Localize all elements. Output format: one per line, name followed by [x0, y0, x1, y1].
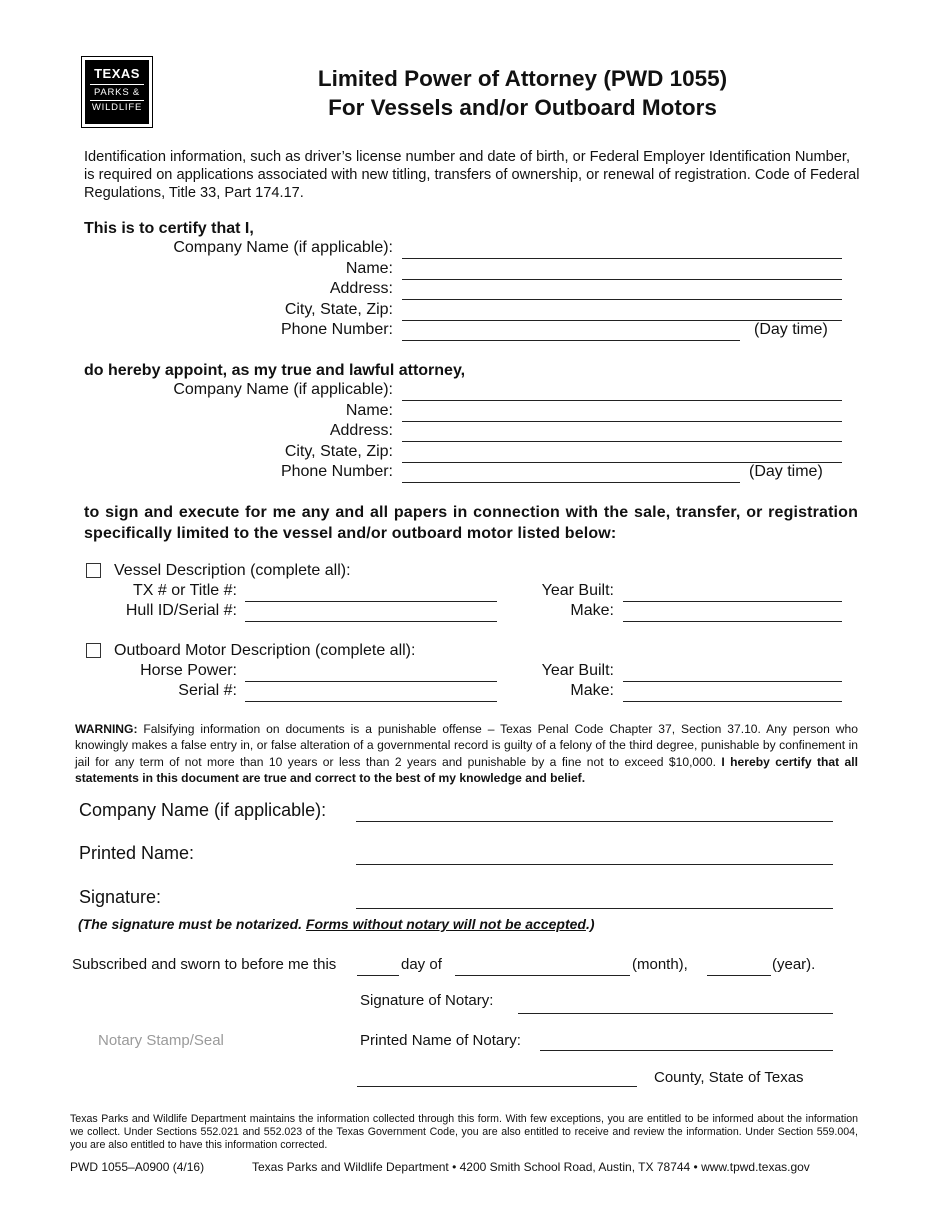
logo-text-texas: TEXAS — [94, 66, 140, 81]
sworn-year-line — [707, 975, 771, 976]
grantor-name-label: Name: — [345, 260, 393, 277]
vessel-hull-label: Hull ID/Serial #: — [125, 602, 237, 619]
form-subtitle: For Vessels and/or Outboard Motors — [328, 95, 717, 120]
grantor-company-input[interactable] — [402, 238, 842, 258]
sworn-day-line — [357, 975, 399, 976]
grantor-name-input[interactable] — [402, 259, 842, 279]
sworn-day-input[interactable] — [357, 955, 399, 975]
sworn-text: Subscribed and sworn to before me this — [72, 956, 337, 973]
motor-year-label: Year Built: — [541, 662, 614, 679]
printed-name-line — [356, 864, 833, 865]
grantor-heading: This is to certify that I, — [84, 220, 254, 237]
grantor-phone-label: Phone Number: — [280, 321, 393, 338]
grantor-address-input[interactable] — [402, 279, 842, 299]
sworn-month-input[interactable] — [455, 955, 630, 975]
department-address: Texas Parks and Wildlife Department • 4200 Smith School Road, Austin, TX 78744 • www.tpwd.texas.gov — [252, 1160, 810, 1174]
printed-name-input[interactable] — [356, 842, 833, 864]
grantor-phone-input[interactable] — [402, 320, 740, 340]
year-text: (year). — [772, 956, 816, 973]
attorney-heading: do hereby appoint, as my true and lawful attorney, — [84, 362, 466, 379]
signature-input[interactable] — [356, 886, 833, 908]
vessel-checkbox[interactable] — [86, 563, 101, 578]
motor-make-label: Make: — [570, 682, 614, 699]
attorney-daytime-note: (Day time) — [749, 463, 823, 480]
privacy-notice: Texas Parks and Wildlife Department maintains the information collected through this form. With few exceptions, you are entitled to be informed about the information we collect. Under Sections 552.021 and 552.023 of the Texas Government Code, you are also entitled to receive and review the information. Under Section 559.004, you are also entitled to have this information corrected. — [70, 1113, 858, 1151]
warning-text: Falsifying information on documents is a punishable offense – Texas Penal Code Chapter 37, Section 37.10. Any person who knowingly makes a false entry in, or false alteration of a governmental record is guilty of a felony of the third degree, punishable by confinement in jail for any term of not more than 10 years or less than 2 years and punishable by a fine not to exceed $10,000. — [75, 722, 858, 769]
notary-county-input[interactable] — [357, 1065, 637, 1086]
grantor-phone-line — [402, 340, 740, 341]
logo-text-wildlife: WILDLIFE — [91, 102, 143, 113]
vessel-year-input[interactable] — [623, 581, 842, 601]
attorney-phone-input[interactable] — [402, 462, 740, 482]
printed-name-label: Printed Name: — [79, 843, 195, 863]
motor-hp-input[interactable] — [245, 661, 497, 681]
logo-text-parks: PARKS & — [90, 84, 144, 101]
motor-make-input[interactable] — [623, 681, 842, 701]
notary-county-line — [357, 1086, 637, 1087]
vessel-make-input[interactable] — [623, 601, 842, 621]
certify-statement: I hereby certify that all statements in this document are true and correct to the best of my knowledge and belief. — [75, 754, 858, 785]
motor-hp-label: Horse Power: — [140, 662, 237, 679]
attorney-city-label: City, State, Zip: — [284, 443, 393, 460]
notary-signature-line — [518, 1013, 833, 1014]
notary-printed-name-line — [540, 1050, 833, 1051]
notary-printed-name-label: Printed Name of Notary: — [360, 1032, 521, 1049]
grantor-city-label: City, State, Zip: — [284, 301, 393, 318]
attorney-address-label: Address: — [329, 422, 393, 439]
sworn-month-line — [455, 975, 630, 976]
motor-heading: Outboard Motor Description (complete all): — [114, 642, 416, 659]
attorney-name-label: Name: — [345, 402, 393, 419]
attorney-phone-line — [402, 482, 740, 483]
motor-checkbox[interactable] — [86, 643, 101, 658]
motor-serial-label: Serial #: — [178, 682, 237, 699]
vessel-make-line — [623, 621, 842, 622]
warning-label: WARNING: — [75, 722, 138, 736]
vessel-tx-label: TX # or Title #: — [132, 582, 237, 599]
signer-company-label: Company Name (if applicable): — [79, 800, 327, 820]
notary-signature-input[interactable] — [518, 992, 833, 1013]
grantor-company-label: Company Name (if applicable): — [173, 239, 393, 256]
warning-paragraph — [75, 721, 858, 786]
vessel-tx-input[interactable] — [245, 581, 497, 601]
county-state-text: County, State of Texas — [654, 1069, 804, 1086]
notary-note-emphasis: Forms without notary will not be accepted — [305, 916, 586, 932]
attorney-address-input[interactable] — [402, 421, 842, 441]
grantor-address-label: Address: — [329, 280, 393, 297]
notary-printed-name-input[interactable] — [540, 1029, 833, 1050]
vessel-heading: Vessel Description (complete all): — [114, 562, 351, 579]
motor-serial-input[interactable] — [245, 681, 497, 701]
signature-line — [356, 908, 833, 909]
vessel-make-label: Make: — [570, 602, 614, 619]
attorney-company-label: Company Name (if applicable): — [173, 381, 393, 398]
tpwd-logo — [81, 56, 153, 128]
vessel-hull-line — [245, 621, 497, 622]
authority-statement: to sign and execute for me any and all papers in connection with the sale, transfer, or registration specifically limited to the vessel and/or outboard motor listed below: — [84, 504, 858, 542]
attorney-phone-label: Phone Number: — [280, 463, 393, 480]
grantor-daytime-note: (Day time) — [754, 321, 828, 338]
signer-company-line — [356, 821, 833, 822]
intro-paragraph: Identification information, such as driver’s license number and date of birth, or Federal Employer Identification Number, is required on applications associated with new titling, transfers of ownership, or renewal of registration. Code of Federal Regulations, Title 33, Part 174.17. — [84, 149, 860, 201]
notary-note-prefix: (The signature must be notarized. — [78, 916, 306, 932]
notary-requirement-note — [78, 916, 595, 932]
vessel-year-label: Year Built: — [541, 582, 614, 599]
day-of-text: day of — [401, 956, 442, 973]
vessel-hull-input[interactable] — [245, 601, 497, 621]
grantor-city-input[interactable] — [402, 300, 842, 320]
notary-signature-label: Signature of Notary: — [360, 992, 494, 1009]
notary-note-suffix: .) — [585, 916, 595, 932]
notary-stamp-placeholder: Notary Stamp/Seal — [98, 1032, 224, 1049]
signature-label: Signature: — [79, 887, 162, 907]
motor-year-input[interactable] — [623, 661, 842, 681]
attorney-company-input[interactable] — [402, 380, 842, 400]
signer-company-input[interactable] — [356, 799, 833, 821]
attorney-city-input[interactable] — [402, 442, 842, 462]
motor-make-line — [623, 701, 842, 702]
sworn-year-input[interactable] — [707, 955, 771, 975]
form-title: Limited Power of Attorney (PWD 1055) — [317, 66, 728, 91]
attorney-name-input[interactable] — [402, 401, 842, 421]
form-number: PWD 1055–A0900 (4/16) — [70, 1160, 205, 1174]
motor-serial-line — [245, 701, 497, 702]
month-text: (month), — [632, 956, 688, 973]
